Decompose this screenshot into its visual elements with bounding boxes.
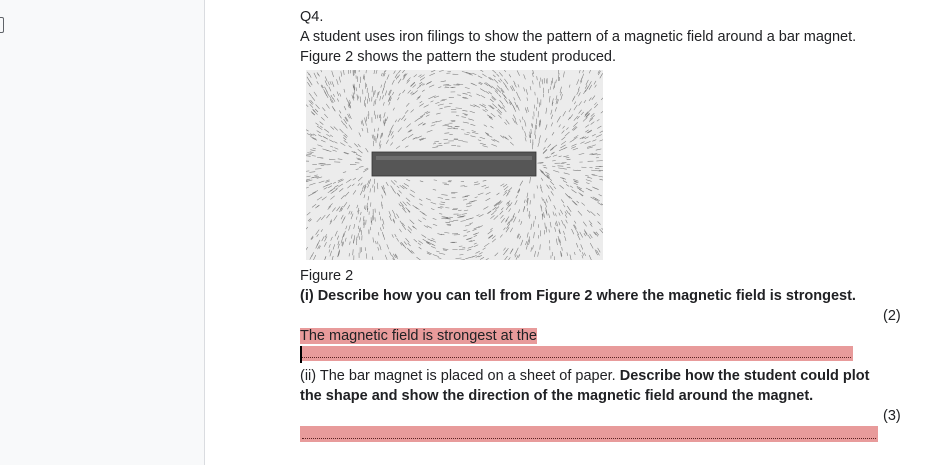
answer-i-line1[interactable] [300, 327, 537, 345]
question-intro-line1: A student uses iron filings to show the pattern of a magnetic field around a bar magnet. [300, 29, 857, 45]
question-intro-line2: Figure 2 shows the pattern the student produced. [300, 49, 616, 65]
part-ii-bold-line1: Describe how the student could plot [619, 368, 870, 384]
figure-caption: Figure 2 [300, 268, 354, 284]
outline-toggle-icon[interactable] [0, 17, 4, 33]
answer-ii-dotted-line[interactable] [300, 426, 878, 442]
dotted-rule [302, 357, 851, 358]
part-ii-bold-line2: the shape and show the direction of the magnetic field around the magnet. [300, 388, 814, 404]
answer-i-dotted-line[interactable] [300, 346, 853, 361]
answer-i-text[interactable]: The magnetic field is strongest at the [300, 328, 537, 344]
part-ii-prefix: (ii) The bar magnet is placed on a sheet of paper. [300, 368, 620, 384]
part-i-prompt: (i) Describe how you can tell from Figure 2 where the magnetic field is strongest. [300, 288, 856, 304]
part-ii-marks: (3) [883, 408, 901, 424]
part-ii-line1 [300, 367, 869, 385]
left-sidebar [0, 0, 205, 465]
question-number: Q4. [300, 9, 324, 25]
dotted-rule [302, 438, 876, 439]
part-i-marks: (2) [883, 308, 901, 324]
text-cursor [300, 346, 302, 363]
iron-filings-magnet-figure [306, 70, 603, 260]
